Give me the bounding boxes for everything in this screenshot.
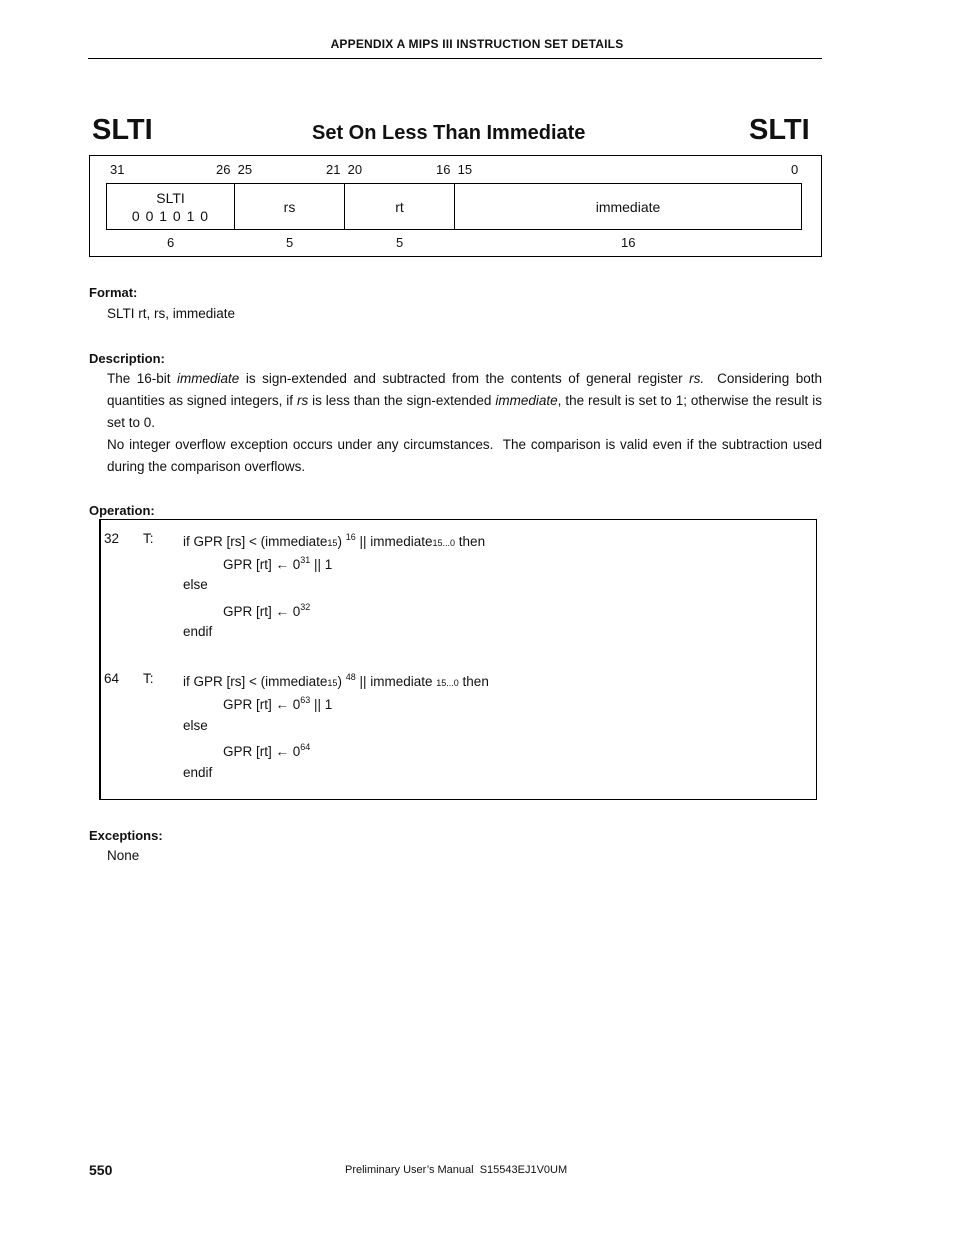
manual-id: Preliminary User’s Manual S15543EJ1V0UM (345, 1164, 568, 1176)
bit-position: 31 (110, 162, 125, 177)
op-bits-64: 64 (104, 671, 120, 686)
text-run: The 16-bit (107, 371, 178, 386)
text-run: || 1 (310, 557, 333, 572)
field-width: 5 (396, 235, 404, 250)
field-rs-name: rs (283, 198, 296, 215)
bit-position: 26 25 (216, 162, 253, 177)
op-if-line (183, 672, 489, 689)
op-then-line (223, 695, 332, 712)
text-run: then (455, 534, 486, 549)
op-t-label: T: (143, 531, 154, 546)
bit-position: 21 20 (326, 162, 363, 177)
superscript: 63 (300, 695, 311, 705)
text-run: if GPR [rs] < (immediate (183, 674, 328, 689)
op-else: else (183, 718, 208, 733)
op-if-line (183, 532, 485, 549)
field-rt (345, 184, 455, 229)
page-number: 550 (89, 1162, 113, 1178)
header-rule (88, 58, 822, 59)
op-t-label: T: (143, 671, 154, 686)
subscript: 15 (327, 678, 338, 688)
mnemonic-left: SLTI (92, 114, 153, 146)
superscript: 16 (345, 532, 356, 542)
field-opcode-code: 0 0 1 0 1 0 (131, 207, 210, 224)
field-rt-name: rt (395, 198, 404, 215)
text-run: || immediate (355, 674, 437, 689)
italic-term: rs. (689, 371, 705, 386)
text-run: || 1 (310, 697, 333, 712)
text-run: if GPR [rs] < (immediate (183, 534, 328, 549)
text-run: GPR [rt] ← 0 (223, 604, 301, 619)
instruction-fields (106, 183, 802, 230)
field-width: 6 (167, 235, 175, 250)
text-run: then (458, 674, 489, 689)
text-run: ) (337, 534, 342, 549)
italic-term: immediate (495, 393, 558, 408)
field-opcode-name: SLTI (156, 189, 185, 206)
operation-heading: Operation: (89, 503, 155, 518)
text-run: GPR [rt] ← 0 (223, 697, 301, 712)
text-run: ) (337, 674, 342, 689)
text-run: , the result is set to 1; otherwise the result is set to 0. (107, 393, 822, 430)
op-endif: endif (183, 765, 213, 780)
running-header: APPENDIX A MIPS III INSTRUCTION SET DETAILS (330, 37, 624, 51)
bit-position: 0 (791, 162, 799, 177)
op-else-line (223, 742, 310, 759)
text-run: GPR [rt] ← 0 (223, 744, 301, 759)
op-endif: endif (183, 624, 213, 639)
op-else-line (223, 602, 310, 619)
italic-term: immediate (177, 371, 240, 386)
text-run: is sign-extended and subtracted from the contents of general register (239, 371, 690, 386)
exceptions-heading: Exceptions: (89, 828, 163, 843)
field-rs (235, 184, 345, 229)
op-else: else (183, 577, 208, 592)
format-syntax: SLTI rt, rs, immediate (107, 306, 236, 321)
superscript: 31 (300, 555, 311, 565)
field-opcode (107, 184, 235, 229)
superscript: 32 (300, 602, 311, 612)
subscript: 15...0 (432, 538, 456, 548)
field-immediate-name: immediate (595, 198, 661, 215)
text-run: GPR [rt] ← 0 (223, 557, 301, 572)
description-heading: Description: (89, 351, 165, 366)
description-paragraph-2: No integer overflow exception occurs under any circumstances. The comparison is valid even if the subtraction used during the comparison overflows. (107, 437, 826, 474)
subscript: 15 (327, 538, 338, 548)
text-run: || immediate (355, 534, 433, 549)
format-heading: Format: (89, 285, 138, 300)
field-immediate (455, 184, 801, 229)
superscript: 48 (345, 672, 356, 682)
field-width: 16 (621, 235, 636, 250)
operation-box (99, 519, 817, 800)
text-run: Considering both quantities as signed integers, if (107, 371, 826, 408)
field-width: 5 (286, 235, 294, 250)
description-paragraph-1 (107, 368, 826, 434)
text-run: is less than the sign-extended (308, 393, 496, 408)
subscript: 15...0 (436, 678, 459, 688)
op-then-line (223, 555, 332, 572)
superscript: 64 (300, 742, 311, 752)
mnemonic-right: SLTI (749, 114, 810, 146)
italic-term: rs (296, 393, 309, 408)
bit-position: 16 15 (436, 162, 473, 177)
exceptions-text: None (107, 848, 140, 863)
instruction-title: Set On Less Than Immediate (312, 122, 586, 144)
op-bits-32: 32 (104, 531, 120, 546)
